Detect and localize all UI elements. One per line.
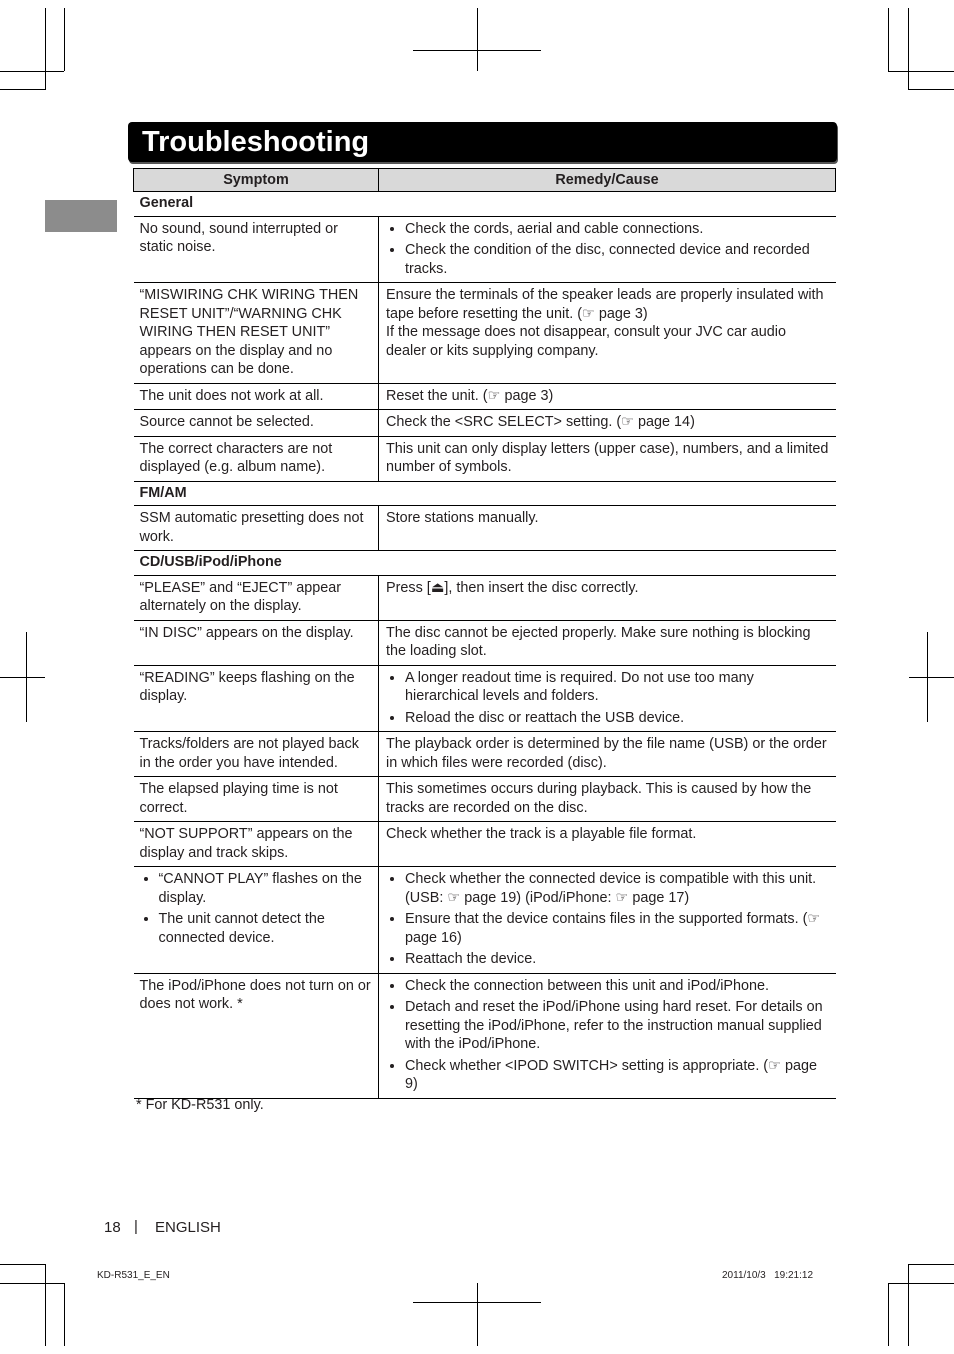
table-row: [134, 506, 836, 551]
imprint-file: KD-R531_E_EN: [97, 1270, 170, 1281]
remedy-cell: [379, 665, 836, 732]
table-row: [134, 383, 836, 410]
remedy-cell: Check the <SRC SELECT> setting. (☞ page 14): [379, 410, 836, 437]
remedy-cell: The playback order is determined by the file name (USB) or the order in which files were recorded (disc).: [379, 732, 836, 777]
table-row: [134, 777, 836, 822]
symptom-cell: SSM automatic presetting does not work.: [134, 506, 379, 551]
symptom-cell: The correct characters are not displayed (e.g. album name).: [134, 436, 379, 481]
table-row: [134, 216, 836, 283]
table-row: [134, 283, 836, 384]
remedy-item: • Detach and reset the iPod/iPhone using hard reset. For details on resetting the iPod/iPhone, refer to the instruction manual supplied with the iPod/iPhone.: [405, 998, 830, 1054]
imprint-date: 2011/10/3 19:21:12: [722, 1270, 814, 1281]
remedy-item: • Ensure that the device contains files in the supported formats. (☞ page 16): [405, 910, 830, 947]
table-row: [134, 575, 836, 620]
remedy-cell: The disc cannot be ejected properly. Make sure nothing is blocking the loading slot.: [379, 620, 836, 665]
page-separator: |: [134, 1218, 138, 1235]
remedy-cell: This unit can only display letters (upper case), numbers, and a limited number of symbols.: [379, 436, 836, 481]
remedy-text: If the message does not disappear, consult your JVC car audio dealer or kits supplying company.: [386, 324, 786, 359]
troubleshooting-table: [133, 168, 836, 1099]
page-number: 18: [104, 1219, 121, 1236]
remedy-cell: Check whether the track is a playable file format.: [379, 822, 836, 867]
table-row: [134, 973, 836, 1098]
remedy-item: • Reload the disc or reattach the USB device.: [405, 709, 830, 728]
symptom-cell: “READING” keeps flashing on the display.: [134, 665, 379, 732]
page-language: ENGLISH: [155, 1219, 221, 1236]
symptom-cell: “PLEASE” and “EJECT” appear alternately on the display.: [134, 575, 379, 620]
table-row: [134, 822, 836, 867]
remedy-cell: [379, 283, 836, 384]
remedy-cell: Press [⏏], then insert the disc correctly.: [379, 575, 836, 620]
table-header-row: [134, 169, 836, 192]
symptom-cell: “MISWIRING CHK WIRING THEN RESET UNIT”/“WARNING CHK WIRING THEN RESET UNIT” appears on the display and no operations can be done.: [134, 283, 379, 384]
symptom-cell: “NOT SUPPORT” appears on the display and track skips.: [134, 822, 379, 867]
symptom-item: • “CANNOT PLAY” flashes on the display.: [159, 870, 373, 907]
section-title: CD/USB/iPod/iPhone: [134, 551, 836, 576]
symptom-cell: The iPod/iPhone does not turn on or does not work. *: [134, 973, 379, 1098]
symptom-cell: Source cannot be selected.: [134, 410, 379, 437]
remedy-text: Ensure the terminals of the speaker leads are properly insulated with tape before resetting the unit. (☞ page 3): [386, 287, 824, 322]
table-row: [134, 436, 836, 481]
remedy-cell: This sometimes occurs during playback. This is caused by how the tracks are recorded on the disc.: [379, 777, 836, 822]
table-row: [134, 732, 836, 777]
page-title: Troubleshooting: [142, 126, 370, 158]
table-row: [134, 620, 836, 665]
remedy-cell: [379, 973, 836, 1098]
remedy-cell: [379, 867, 836, 974]
remedy-item: • Check the condition of the disc, connected device and recorded tracks.: [405, 241, 830, 278]
symptom-item: • The unit cannot detect the connected device.: [159, 910, 373, 947]
section-title: FM/AM: [134, 481, 836, 506]
remedy-cell: Reset the unit. (☞ page 3): [379, 383, 836, 410]
table-row: [134, 867, 836, 974]
symptom-cell: Tracks/folders are not played back in the order you have intended.: [134, 732, 379, 777]
section-row-general: [134, 192, 836, 217]
footnote: * For KD-R531 only.: [136, 1097, 264, 1113]
section-title: General: [134, 192, 836, 217]
remedy-item: • Check the connection between this unit and iPod/iPhone.: [405, 977, 830, 996]
symptom-cell: No sound, sound interrupted or static noise.: [134, 216, 379, 283]
remedy-column-header: Remedy/Cause: [379, 169, 836, 192]
remedy-item: • Check whether <IPOD SWITCH> setting is appropriate. (☞ page 9): [405, 1057, 830, 1094]
symptom-cell: [134, 867, 379, 974]
remedy-cell: Store stations manually.: [379, 506, 836, 551]
section-tab: [45, 200, 117, 232]
symptom-column-header: Symptom: [134, 169, 379, 192]
remedy-item: • Check whether the connected device is compatible with this unit. (USB: ☞ page 19) (iPod/iPhone: ☞ page 17): [405, 870, 830, 907]
section-row-fm-am: [134, 481, 836, 506]
table-row: [134, 410, 836, 437]
remedy-item: • Check the cords, aerial and cable connections.: [405, 220, 830, 239]
title-bar: [128, 122, 837, 162]
remedy-cell: [379, 216, 836, 283]
section-row-cd-usb-ipod: [134, 551, 836, 576]
remedy-item: • Reattach the device.: [405, 950, 830, 969]
remedy-item: • A longer readout time is required. Do not use too many hierarchical levels and folders.: [405, 669, 830, 706]
symptom-cell: The unit does not work at all.: [134, 383, 379, 410]
table-row: [134, 665, 836, 732]
symptom-cell: The elapsed playing time is not correct.: [134, 777, 379, 822]
symptom-cell: “IN DISC” appears on the display.: [134, 620, 379, 665]
